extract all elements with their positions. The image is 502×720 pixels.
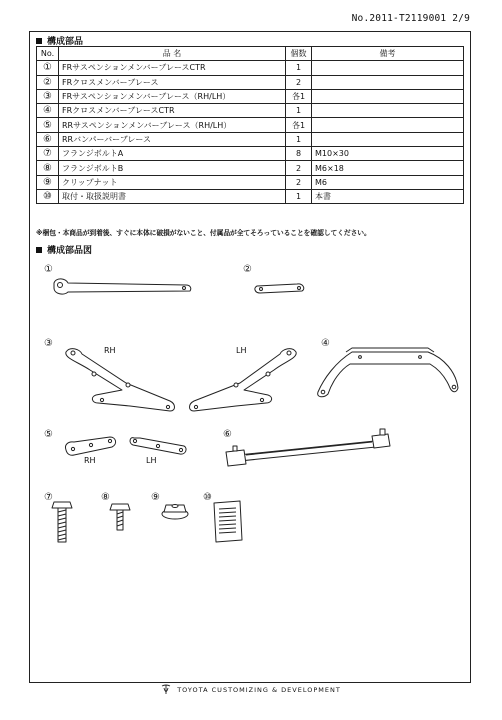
cell-name: RRバンパーバーブレース (59, 132, 286, 146)
rh-label: RH (104, 346, 116, 355)
figure-label: ⑤ (44, 429, 53, 440)
cell-name: FRクロスメンバーブレース (59, 75, 286, 89)
figure-label: ③ (44, 338, 53, 349)
manual-drawing (214, 501, 242, 542)
cell-note: M10×30 (312, 147, 464, 161)
cell-name: フランジボルトB (59, 161, 286, 175)
cell-name: 取付・取扱説明書 (59, 189, 286, 203)
cell-qty: 1 (286, 104, 312, 118)
lh-label: LH (236, 346, 247, 355)
cell-no: ⑤ (37, 118, 59, 132)
cell-qty: 1 (286, 189, 312, 203)
fr-cross-member-brace-drawing (255, 284, 304, 293)
document-number: No.2011-T2119001 2/9 (351, 13, 470, 24)
notice-text: ※梱包・本商品が到着後、すぐに本体に破損がないこと、付属品が全てそろっていることを確認してください。 (36, 229, 371, 237)
cell-no: ③ (37, 89, 59, 103)
figure-label: ② (243, 264, 252, 275)
cell-qty: 1 (286, 61, 312, 75)
figure-label: ⑩ (203, 492, 212, 503)
fr-suspension-member-brace-ctr-drawing (54, 279, 191, 294)
cell-no: ⑥ (37, 132, 59, 146)
cell-qty: 2 (286, 175, 312, 189)
rh-label: RH (84, 456, 96, 465)
figure-label: ① (44, 264, 53, 275)
cell-name: クリップナット (59, 175, 286, 189)
header-name: 品 名 (59, 47, 286, 61)
cell-no: ⑨ (37, 175, 59, 189)
cell-qty: 各1 (286, 89, 312, 103)
cell-name: RRサスペンションメンバーブレース（RH/LH） (59, 118, 286, 132)
header-no: No. (37, 47, 59, 61)
cell-name: FRサスペンションメンバーブレース（RH/LH） (59, 89, 286, 103)
cell-qty: 各1 (286, 118, 312, 132)
fr-cross-member-brace-ctr-drawing (318, 348, 458, 397)
cell-qty: 1 (286, 132, 312, 146)
figure-label: ⑦ (44, 492, 53, 503)
section-title: 構成部品図 (47, 246, 93, 256)
figure-label: ⑥ (223, 429, 232, 440)
cell-note: M6×18 (312, 161, 464, 175)
header-note: 備考 (312, 47, 464, 61)
clip-nut-drawing (162, 505, 188, 520)
cell-note: M6 (312, 175, 464, 189)
footer-text: TOYOTA CUSTOMIZING & DEVELOPMENT (177, 685, 341, 694)
flange-bolt-b-drawing (110, 504, 130, 530)
cell-qty: 2 (286, 75, 312, 89)
rr-suspension-member-brace-lh-drawing (130, 438, 186, 454)
cell-name: FRクロスメンバーブレースCTR (59, 104, 286, 118)
cell-no: ① (37, 61, 59, 75)
fr-suspension-member-brace-rh-drawing (66, 349, 175, 411)
figure-label: ⑨ (151, 492, 160, 503)
cell-note: 本書 (312, 189, 464, 203)
cell-no: ② (37, 75, 59, 89)
cell-no: ⑩ (37, 189, 59, 203)
lh-label: LH (146, 456, 157, 465)
cell-no: ⑧ (37, 161, 59, 175)
footer (0, 684, 502, 695)
cell-qty: 2 (286, 161, 312, 175)
figure-label: ④ (321, 338, 330, 349)
rr-bumper-bar-brace-drawing (226, 429, 390, 466)
section-title: 構成部品 (47, 37, 84, 47)
cell-name: FRサスペンションメンバーブレースCTR (59, 61, 286, 75)
header-qty: 個数 (286, 47, 312, 61)
fr-suspension-member-brace-lh-drawing (190, 349, 297, 411)
rr-suspension-member-brace-rh-drawing (65, 437, 115, 455)
cell-no: ④ (37, 104, 59, 118)
cell-name: フランジボルトA (59, 147, 286, 161)
toyota-logo-icon (161, 684, 171, 695)
cell-no: ⑦ (37, 147, 59, 161)
flange-bolt-a-drawing (52, 502, 72, 542)
cell-qty: 8 (286, 147, 312, 161)
figure-label: ⑧ (101, 492, 110, 503)
